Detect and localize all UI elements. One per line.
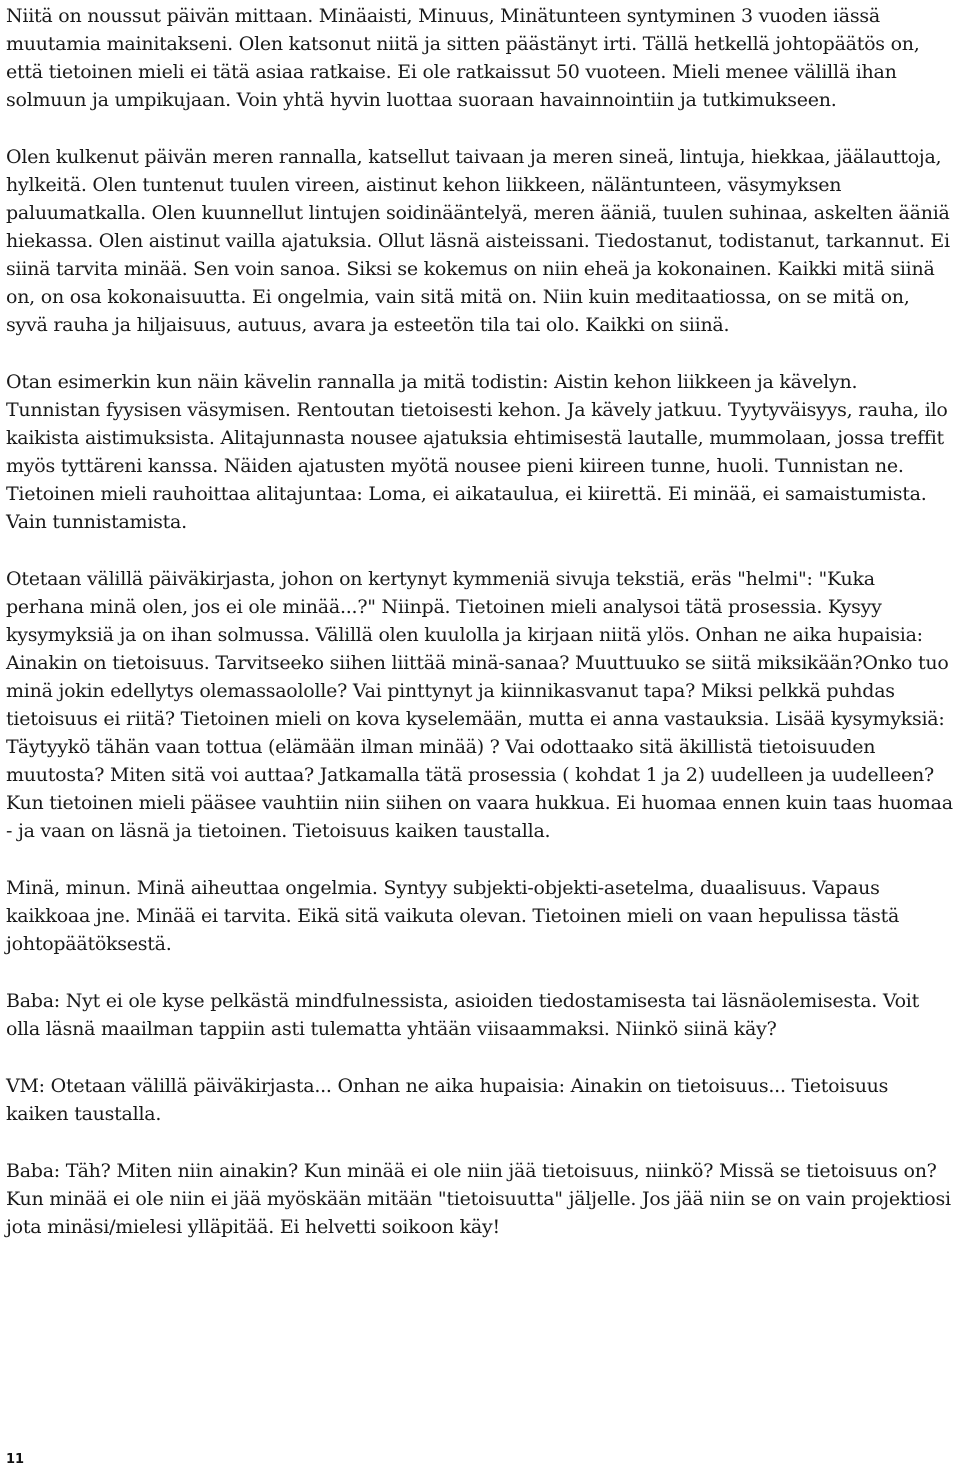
paragraph-1: Niitä on noussut päivän mittaan. Minäaisti, Minuus, Minätunteen syntyminen 3 vuoden iässä muutamia mainitakseni. Olen katsonut niitä ja sitten päästänyt irti. Tällä hetkellä johtopäätös on, että tietoinen mieli ei tätä asiaa ratkaise. Ei ole ratkaissut 50 vuoteen. Mieli menee välillä ihan solmuun ja umpikujaan. Voin yhtä hyvin luottaa suoraan havainnointiin ja tutkimukseen. bbox=[6, 5, 920, 111]
paragraph-2: Olen kulkenut päivän meren rannalla, katsellut taivaan ja meren sineä, lintuja, hiekkaa, jäälauttoja, hylkeitä. Olen tuntenut tuulen vireen, aistinut kehon liikkeen, näläntunteen, väsymyksen paluumatkalla. Olen kuunnellut lintujen soidinääntelyä, meren ääniä, tuulen suhinaa, askelten ääniä hiekassa. Olen aistinut vailla ajatuksia. Ollut läsnä aisteissani. Tiedostanut, todistanut, tarkannut. Ei siinä tarvita minää. Sen voin sanoa. Siksi se kokemus on niin eheä ja kokonainen. Kaikki mitä siinä on, on osa kokonaisuutta. Ei ongelmia, vain sitä mitä on. Niin kuin meditaatiossa, on se mitä on, syvä rauha ja hiljaisuus, autuus, avara ja esteetön tila tai olo. Kaikki on siinä. bbox=[6, 146, 950, 336]
paragraph-8: Baba: Täh? Miten niin ainakin? Kun minää ei ole niin jää tietoisuus, niinkö? Missä se tietoisuus on? Kun minää ei ole niin ei jää myöskään mitään "tietoisuutta" jäljelle. Jos jää niin se on vain projektiosi jota minäsi/mielesi ylläpitää. Ei helvetti soikoon käy! bbox=[6, 1160, 951, 1238]
paragraph-4: Otetaan välillä päiväkirjasta, johon on kertynyt kymmeniä sivuja tekstiä, eräs "helmi": "Kuka perhana minä olen, jos ei ole minää...?" Niinpä. Tietoinen mieli analysoi tätä prosessia. Kysyy kysymyksiä ja on ihan solmussa. Välillä olen kuulolla ja kirjaan niitä ylös. Onhan ne aika hupaisia: Ainakin on tietoisuus. Tarvitseeko siihen liittää minä-sanaa? Muuttuuko se siitä miksikään?Onko tuo minä jokin edellytys olemassaololle? Vai pinttynyt ja kiinnikasvanut tapa? Miksi pelkkä puhdas tietoisuus ei riitä? Tietoinen mieli on kova kyselemään, mutta ei anna vastauksia. Lisää kysymyksiä: Täytyykö tähän vaan tottua (elämään ilman minää) ? Vai odottaako sitä äkillistä tietoisuuden muutosta? Miten sitä voi auttaa? Jatkamalla tätä prosessia ( kohdat 1 ja 2) uudelleen ja uudelleen? Kun tietoinen mieli pääsee vauhtiin niin siihen on vaara hukkua. Ei huomaa ennen kuin taas huomaa - ja vaan on läsnä ja tietoinen. Tietoisuus kaiken taustalla. bbox=[6, 568, 953, 842]
paragraph-5: Minä, minun. Minä aiheuttaa ongelmia. Syntyy subjekti-objekti-asetelma, duaalisuus. Vapaus kaikkoaa jne. Minää ei tarvita. Eikä sitä vaikuta olevan. Tietoinen mieli on vaan hepulissa tästä johtopäätöksestä. bbox=[6, 877, 900, 955]
paragraph-6: Baba: Nyt ei ole kyse pelkästä mindfulnessista, asioiden tiedostamisesta tai läsnäolemisesta. Voit olla läsnä maailman tappiin asti tulematta yhtään viisaammaksi. Niinkö siinä käy? bbox=[6, 990, 919, 1040]
document-body bbox=[6, 2, 954, 1270]
paragraph-7: VM: Otetaan välillä päiväkirjasta... Onhan ne aika hupaisia: Ainakin on tietoisuus... Tietoisuus kaiken taustalla. bbox=[6, 1075, 889, 1125]
paragraph-3: Otan esimerkin kun näin kävelin rannalla ja mitä todistin: Aistin kehon liikkeen ja kävelyn. Tunnistan fyysisen väsymisen. Rentoutan tietoisesti kehon. Ja kävely jatkuu. Tyytyväisyys, rauha, ilo kaikista aistimuksista. Alitajunnasta nousee ajatuksia ehtimisestä lautalle, mummolaan, jossa treffit myös tyttäreni kanssa. Näiden ajatusten myötä nousee pieni kiireen tunne, huoli. Tunnistan ne. Tietoinen mieli rauhoittaa alitajuntaa: Loma, ei aikataulua, ei kiirettä. Ei minää, ei samaistumista. Vain tunnistamista. bbox=[6, 371, 948, 533]
page-number: 11 bbox=[6, 1452, 25, 1467]
